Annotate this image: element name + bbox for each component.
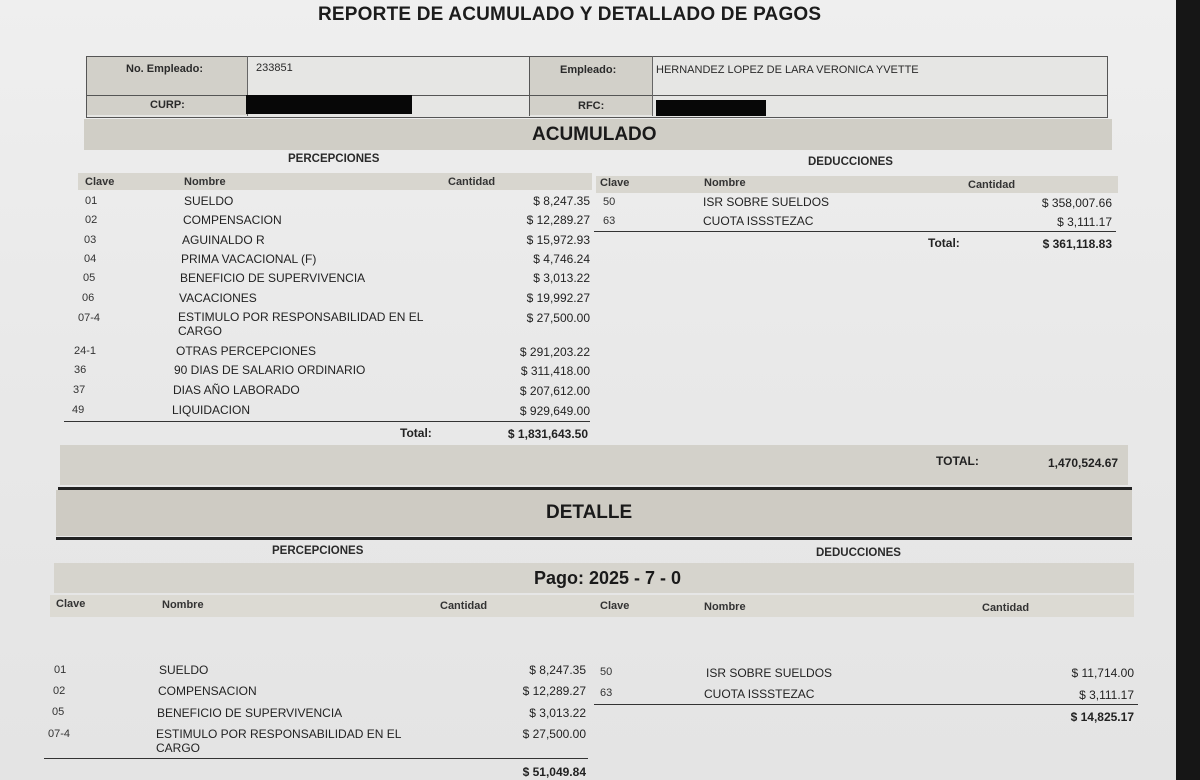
acum-perc-col-header-band (78, 173, 592, 190)
det-ded-col-clave: Clave (600, 600, 630, 612)
det-perc-cantidad: $ 8,247.35 (529, 663, 586, 677)
acum-ded-cantidad: $ 358,007.66 (1041, 196, 1112, 210)
acum-perc-col-cantidad: Cantidad (448, 176, 496, 188)
det-perc-nombre: BENEFICIO DE SUPERVIVENCIA (157, 706, 343, 720)
acum-perc-clave: 07-4 (78, 312, 101, 324)
det-ded-clave: 63 (600, 687, 613, 699)
acumulado-title: ACUMULADO (532, 124, 657, 145)
acum-perc-clave: 37 (73, 384, 86, 396)
acum-perc-nombre: ESTIMULO POR RESPONSABILIDAD EN EL (178, 310, 424, 324)
acum-ded-total-rule (594, 231, 1116, 232)
acum-perc-cantidad: $ 27,500.00 (526, 311, 590, 325)
acum-perc-cantidad: $ 19,992.27 (526, 291, 590, 305)
acum-ded-nombre: CUOTA ISSSTEZAC (703, 214, 814, 228)
acum-deducciones-header: DEDUCCIONES (808, 156, 893, 168)
empleado-label: Empleado: (560, 64, 617, 76)
acum-perc-nombre: VACACIONES (179, 291, 257, 305)
no-empleado-value: 233851 (256, 62, 293, 74)
grand-total-value: 1,470,524.67 (1048, 456, 1119, 470)
acum-perc-cantidad: $ 207,612.00 (519, 384, 590, 398)
employee-col-divider-3 (652, 56, 653, 116)
acum-perc-clave: 24-1 (74, 345, 97, 357)
det-perc-cantidad: $ 3,013.22 (529, 706, 586, 720)
pago-label: Pago: 2025 - 7 - 0 (534, 568, 682, 588)
acum-perc-clave: 05 (83, 272, 96, 284)
empleado-value: HERNANDEZ LOPEZ DE LARA VERONICA YVETTE (656, 64, 919, 76)
acum-perc-total-label: Total: (400, 426, 432, 440)
det-ded-clave: 50 (600, 666, 613, 678)
det-ded-cantidad: $ 11,714.00 (1071, 666, 1134, 680)
acum-perc-nombre: AGUINALDO R (182, 233, 265, 247)
report-title: REPORTE DE ACUMULADO Y DETALLADO DE PAGOS (318, 4, 822, 25)
acum-perc-cantidad: $ 291,203.22 (519, 345, 590, 359)
acum-perc-cantidad: $ 8,247.35 (533, 194, 590, 208)
rfc-redaction (656, 100, 766, 116)
acum-perc-clave: 36 (74, 364, 87, 376)
acum-perc-clave: 06 (82, 292, 95, 304)
acum-perc-clave: 02 (85, 214, 98, 226)
det-ded-cantidad: $ 3,111.17 (1079, 688, 1134, 702)
acum-ded-col-nombre: Nombre (704, 177, 746, 189)
employee-row-divider (86, 95, 1107, 96)
acum-ded-col-cantidad: Cantidad (968, 179, 1016, 191)
det-perc-cantidad: $ 12,289.27 (522, 684, 586, 698)
acum-perc-nombre: DIAS AÑO LABORADO (173, 383, 300, 397)
acum-perc-nombre-cont: CARGO (178, 324, 223, 338)
det-ded-col-nombre: Nombre (704, 601, 746, 613)
acum-perc-cantidad: $ 311,418.00 (520, 364, 590, 378)
acum-perc-nombre: COMPENSACION (183, 213, 282, 227)
det-ded-col-cantidad: Cantidad (982, 602, 1030, 614)
acum-perc-nombre: SUELDO (184, 194, 234, 208)
det-perc-col-cantidad: Cantidad (440, 600, 488, 612)
det-perc-total-rule (44, 758, 588, 759)
det-percepciones-header: PERCEPCIONES (272, 545, 364, 557)
det-perc-clave: 02 (53, 685, 66, 697)
curp-label: CURP: (150, 99, 185, 111)
acum-perc-col-nombre: Nombre (184, 176, 226, 188)
acum-perc-cantidad: $ 12,289.27 (526, 213, 590, 227)
det-perc-nombre: COMPENSACION (158, 684, 257, 698)
acum-ded-clave: 63 (603, 215, 616, 227)
acum-perc-clave: 04 (84, 253, 97, 265)
curp-redaction (246, 95, 412, 114)
det-perc-total-value: $ 51,049.84 (522, 765, 586, 779)
acum-perc-nombre: LIQUIDACION (172, 403, 251, 417)
acum-perc-cantidad: $ 929,649.00 (519, 404, 590, 418)
det-perc-clave: 05 (52, 706, 65, 718)
det-perc-clave: 01 (54, 664, 67, 676)
acum-perc-clave: 03 (84, 234, 97, 246)
det-perc-nombre: ESTIMULO POR RESPONSABILIDAD EN EL (156, 727, 402, 741)
acum-ded-total-value: $ 361,118.83 (1042, 237, 1112, 251)
det-ded-total-value: $ 14,825.17 (1070, 710, 1134, 724)
detalle-bottom-rule (56, 537, 1132, 540)
acum-ded-total-label: Total: (928, 236, 960, 250)
acum-perc-clave: 49 (72, 404, 85, 416)
det-deducciones-header: DEDUCCIONES (816, 547, 901, 559)
acum-perc-col-clave: Clave (85, 176, 115, 188)
acum-ded-clave: 50 (603, 196, 616, 208)
det-ded-nombre: ISR SOBRE SUELDOS (706, 666, 833, 680)
acum-perc-nombre: 90 DIAS DE SALARIO ORDINARIO (174, 363, 366, 377)
acum-ded-col-clave: Clave (600, 177, 630, 189)
det-perc-nombre-cont: CARGO (156, 741, 201, 755)
detalle-title: DETALLE (546, 502, 633, 523)
acum-perc-cantidad: $ 4,746.24 (533, 252, 590, 266)
acum-perc-nombre: BENEFICIO DE SUPERVIVENCIA (180, 271, 366, 285)
acum-percepciones-header: PERCEPCIONES (288, 153, 380, 165)
det-perc-clave: 07-4 (48, 728, 71, 740)
acum-perc-clave: 01 (85, 195, 98, 207)
employee-col-divider-2 (529, 56, 530, 116)
empleado-label-cell (530, 57, 652, 95)
grand-total-label: TOTAL: (936, 454, 979, 468)
acum-ded-cantidad: $ 3,111.17 (1057, 215, 1112, 229)
acum-perc-total-value: $ 1,831,643.50 (507, 427, 588, 441)
det-ded-nombre: CUOTA ISSSTEZAC (704, 687, 815, 701)
det-perc-nombre: SUELDO (159, 663, 209, 677)
det-ded-total-rule (594, 704, 1138, 705)
acum-perc-nombre: OTRAS PERCEPCIONES (176, 344, 317, 358)
acum-perc-cantidad: $ 3,013.22 (533, 271, 590, 285)
acum-ded-nombre: ISR SOBRE SUELDOS (703, 195, 830, 209)
acum-ded-col-header-band (596, 176, 1118, 193)
acum-perc-total-rule (64, 421, 590, 422)
det-perc-col-nombre: Nombre (162, 599, 204, 611)
no-empleado-label: No. Empleado: (126, 63, 204, 75)
det-col-header-band (50, 595, 1134, 617)
acum-perc-nombre: PRIMA VACACIONAL (F) (181, 252, 317, 266)
det-perc-cantidad: $ 27,500.00 (522, 727, 586, 741)
acum-perc-cantidad: $ 15,972.93 (526, 233, 590, 247)
rfc-label: RFC: (578, 100, 605, 112)
det-perc-col-clave: Clave (56, 598, 86, 610)
